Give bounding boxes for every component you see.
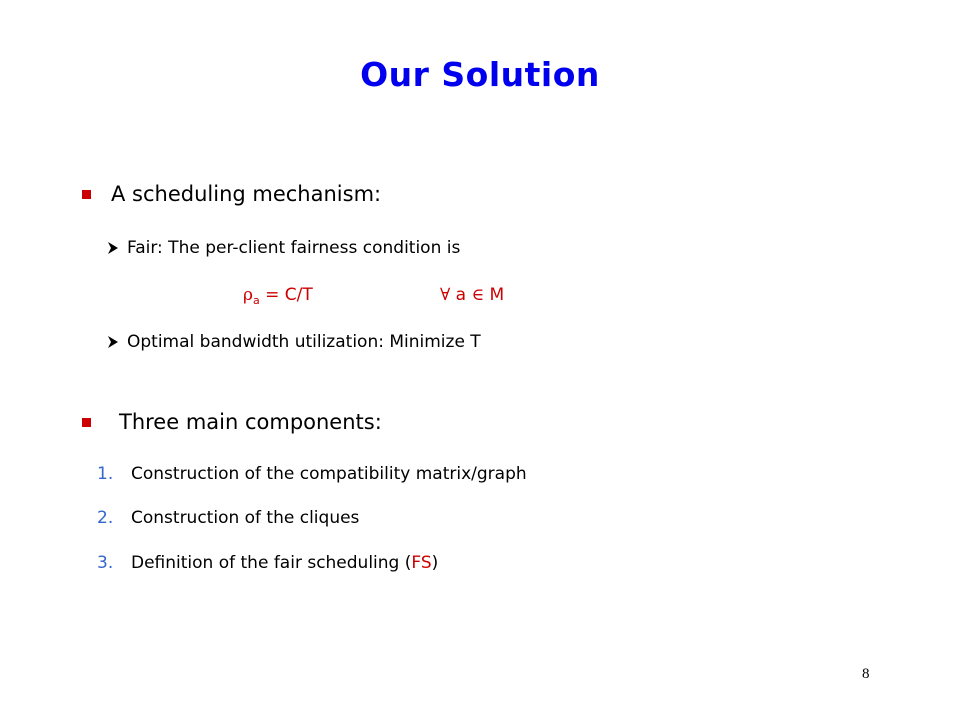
page-number: 8 [862,666,870,682]
element-of-symbol: ∈ [471,285,485,305]
item-number: 3. [97,553,114,573]
formula-var: a [450,285,472,305]
numbered-item-suffix: ) [431,553,439,573]
sub-item [107,330,481,354]
bullet-text: A scheduling mechanism: [111,182,382,206]
forall-symbol: ∀ [440,285,451,305]
square-bullet-icon [82,190,91,199]
bullet-item [82,180,381,208]
numbered-item-prefix: Definition of the fair scheduling ( [131,553,412,573]
sub-item [107,236,460,260]
numbered-item [97,551,438,575]
sub-item-text: Fair: The per-client fairness condition is [127,238,461,258]
arrow-bullet-icon [107,335,119,349]
numbered-item-text: Construction of the compatibility matrix/graph [131,464,527,484]
sub-item-text: Optimal bandwidth utilization: Minimize T [127,332,481,352]
rho-subscript: a [253,294,260,307]
quantifier-formula [440,283,504,307]
bullet-text: Three main components: [119,410,382,434]
formula-set: M [484,285,505,305]
item-number: 1. [97,464,114,484]
formula-rhs: = C/T [259,285,313,305]
numbered-item-text [131,551,438,575]
numbered-item-text: Construction of the cliques [131,508,360,528]
arrow-bullet-icon [107,241,119,255]
fairness-formula [243,283,313,313]
numbered-item [97,462,527,486]
square-bullet-icon [82,418,91,427]
bullet-item [82,408,382,436]
slide-title: Our Solution [360,55,600,94]
fs-abbreviation: FS [411,553,432,573]
rho-symbol: ρ [243,285,253,305]
item-number: 2. [97,508,114,528]
numbered-item [97,506,359,530]
